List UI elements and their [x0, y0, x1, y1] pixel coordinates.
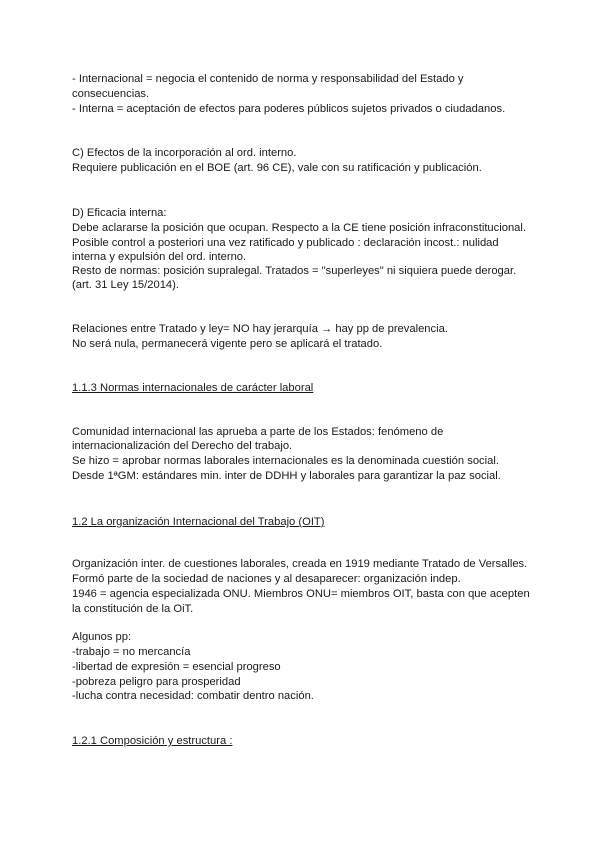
principles-item-1: -trabajo = no mercancía [72, 646, 191, 658]
principles-item-3: -pobreza peligro para prosperidad [72, 676, 241, 688]
effects-line-1: Requiere publicación en el BOE (art. 96 CE), vale con su ratificación y publicación. [72, 162, 482, 174]
community-line-4: Desde 1ªGM: estándares min. inter de DDHH y laborales para garantizar la paz social. [72, 470, 501, 482]
efficacy-line-3: interna y expulsión del ord. interno. [72, 251, 247, 263]
oit-line-2: Formó parte de la sociedad de naciones y al desaparecer: organización indep. [72, 573, 461, 585]
principles-item-2: -libertad de expresión = esencial progreso [72, 661, 281, 673]
section-heading-113: 1.1.3 Normas internacionales de carácter laboral [72, 382, 314, 394]
community-line-3: Se hizo = aprobar normas laborales internacionales es la denominada cuestión social. [72, 455, 499, 467]
section-heading-12: 1.2 La organización Internacional del Trabajo (OIT) [72, 516, 325, 528]
intro-line-3: - Interna = aceptación de efectos para poderes públicos sujetos privados o ciudadanos. [72, 103, 506, 115]
community-line-2: internacionalización del Derecho del trabajo. [72, 440, 293, 452]
efficacy-line-5: (art. 31 Ley 15/2014). [72, 279, 179, 291]
oit-line-4: la constitución de la OiT. [72, 603, 194, 615]
oit-line-1: Organización inter. de cuestiones laborales, creada en 1919 mediante Tratado de Versalles. [72, 558, 528, 570]
efficacy-line-1: Debe aclararse la posición que ocupan. Respecto a la CE tiene posición infraconstitucional. [72, 222, 526, 234]
relations-line-2: No será nula, permanecerá vigente pero se aplicará el tratado. [72, 338, 383, 350]
relations-line-1: Relaciones entre Tratado y ley= NO hay jerarquía → hay pp de prevalencia. [72, 323, 448, 335]
community-line-1: Comunidad internacional las aprueba a parte de los Estados: fenómeno de [72, 426, 444, 438]
section-heading-121: 1.2.1 Composición y estructura : [72, 735, 233, 747]
principles-title: Algunos pp: [72, 631, 132, 643]
oit-line-3: 1946 = agencia especializada ONU. Miembros ONU= miembros OIT, basta con que acepten [72, 588, 530, 600]
intro-line-1: - Internacional = negocia el contenido de norma y responsabilidad del Estado y [72, 73, 464, 85]
efficacy-line-4: Resto de normas: posición supralegal. Tratados = "superleyes" ni siquiera puede derogar. [72, 265, 517, 277]
effects-title: C) Efectos de la incorporación al ord. interno. [72, 147, 297, 159]
efficacy-line-2: Posible control a posteriori una vez ratificado y publicado : declaración incost.: nulidad [72, 237, 499, 249]
intro-line-2: consecuencias. [72, 88, 150, 100]
efficacy-title: D) Eficacia interna: [72, 207, 167, 219]
principles-item-4: -lucha contra necesidad: combatir dentro nación. [72, 690, 314, 702]
